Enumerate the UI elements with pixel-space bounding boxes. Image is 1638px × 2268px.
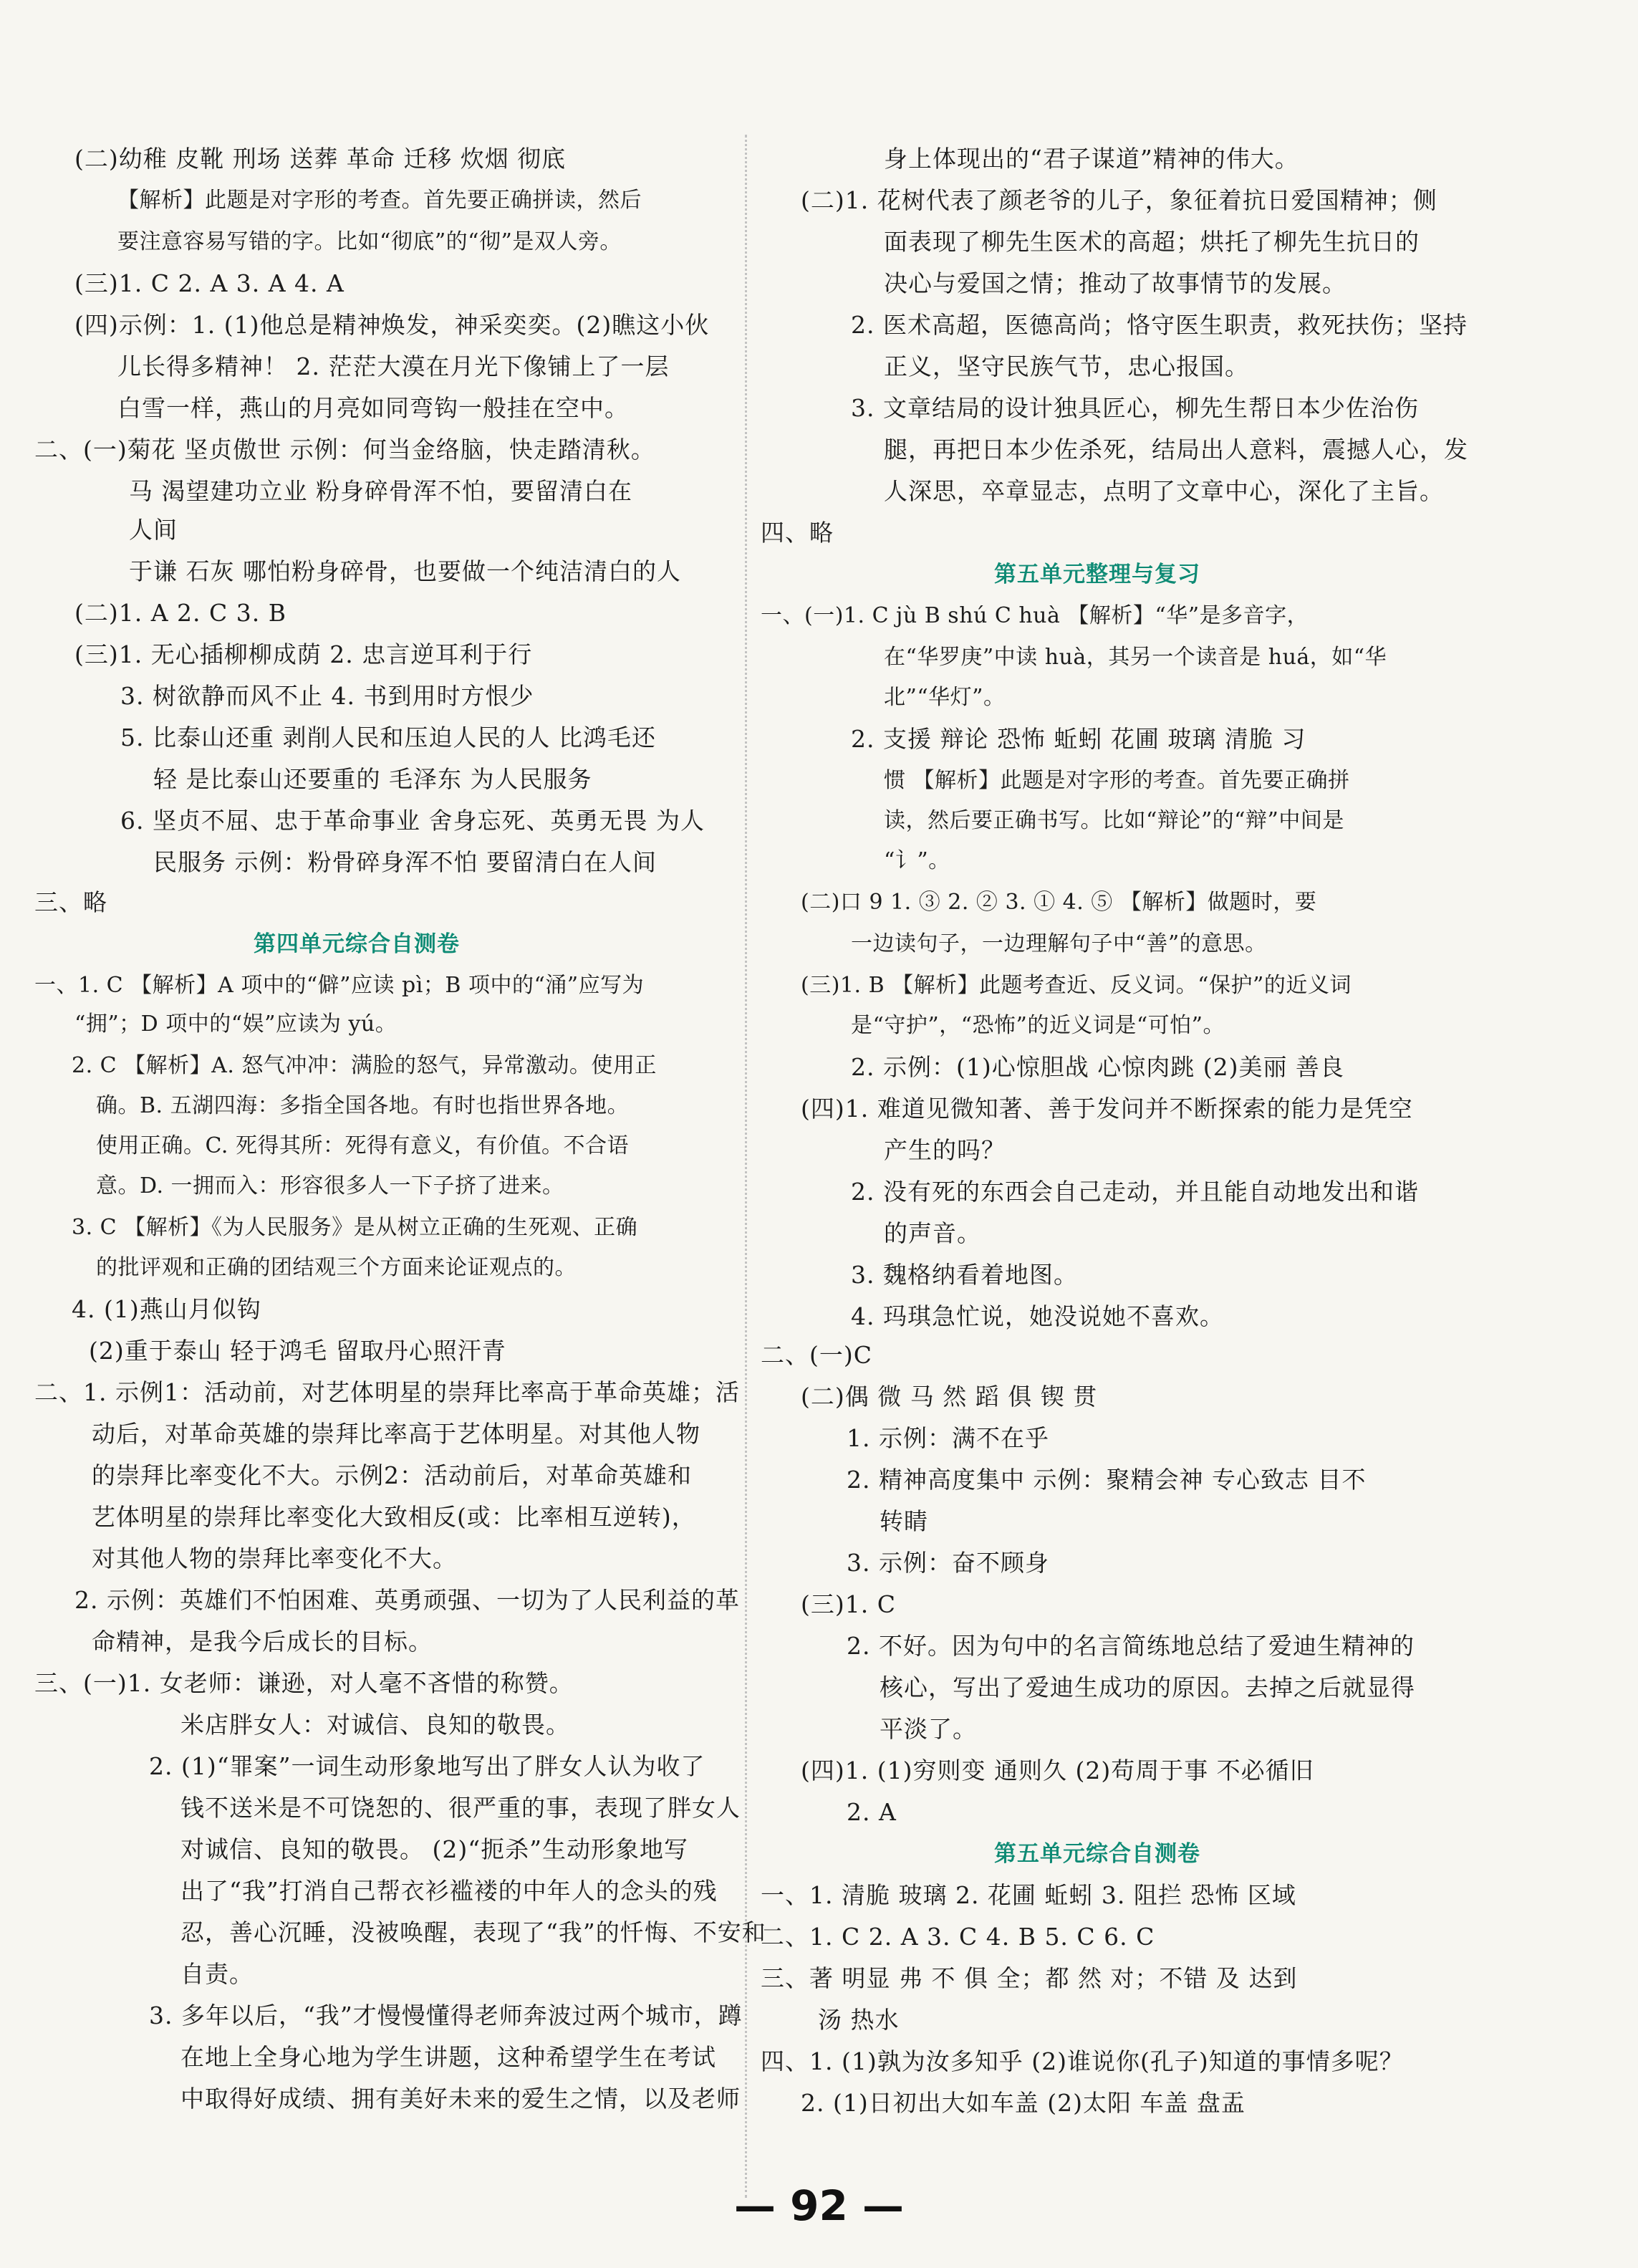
- answer-line: 2. 不好。因为句中的名言简练地总结了爱迪生精神的: [847, 1632, 1415, 1660]
- answer-line: 命精神，是我今后成长的目标。: [92, 1628, 433, 1656]
- answer-line: 二、1. 示例1：活动前，对艺体明星的崇拜比率高于革命英雄；活: [34, 1378, 740, 1406]
- answer-line: 3. 文章结局的设计独具匠心，柳先生帮日本少佐治伤: [851, 394, 1419, 422]
- answer-line: (三)1. C: [801, 1590, 896, 1618]
- answer-line: 读，然后要正确书写。比如“辩论”的“辩”中间是: [884, 808, 1344, 833]
- answer-line: (三)1. 无心插柳柳成荫 2. 忠言逆耳利于行: [74, 640, 533, 668]
- answer-line: 一、1. 清脆 玻璃 2. 花圃 蚯蚓 3. 阻拦 恐怖 区域: [761, 1881, 1296, 1909]
- answer-line: 米店胖女人：对诚信、良知的敬畏。: [180, 1711, 570, 1739]
- answer-line: 艺体明星的崇拜比率变化大致相反(或：比率相互逆转)，: [92, 1503, 696, 1531]
- page-number: — 92 —: [733, 2181, 905, 2230]
- answer-line: “讠”。: [884, 848, 950, 873]
- answer-line: 儿长得多精神！ 2. 茫茫大漠在月光下像铺上了一层: [117, 352, 670, 380]
- answer-line: 在“华罗庚”中读 huà，其另一个读音是 huá，如“华: [884, 645, 1387, 670]
- answer-line: 一、(一)1. C jù B shú C huà 【解析】“华”是多音字，: [761, 603, 1309, 628]
- answer-line: (三)1. C 2. A 3. A 4. A: [74, 269, 345, 297]
- answer-line: (四)1. 难道见微知著、善于发问并不断探索的能力是凭空: [801, 1095, 1413, 1123]
- answer-line: 是“守护”，“恐怖”的近义词是“可怕”。: [851, 1013, 1225, 1038]
- answer-line: 1. 示例：满不在乎: [847, 1424, 1049, 1452]
- answer-line: 要注意容易写错的字。比如“彻底”的“彻”是双人旁。: [117, 229, 622, 254]
- answer-line: 对诚信、良知的敬畏。 (2)“扼杀”生动形象地写: [180, 1835, 688, 1863]
- answer-line: 使用正确。C. 死得其所：死得有意义，有价值。不合语: [96, 1133, 629, 1158]
- section-heading: 第五单元综合自测卷: [994, 1841, 1200, 1867]
- answer-line: 2. (1)日初出大如车盖 (2)太阳 车盖 盘盂: [801, 2089, 1246, 2117]
- answer-line: 二、(一)菊花 坚贞傲世 示例：何当金络脑，快走踏清秋。: [34, 436, 655, 463]
- answer-line: 核心，写出了爱迪生成功的原因。去掉之后就显得: [880, 1673, 1415, 1701]
- answer-line: (二)偶 微 马 然 蹈 俱 锲 贯: [801, 1383, 1098, 1411]
- answer-line: 面表现了柳先生医术的高超；烘托了柳先生抗日的: [884, 228, 1420, 256]
- answer-line: 产生的吗？: [884, 1136, 1006, 1164]
- section-heading: 第五单元整理与复习: [994, 562, 1200, 587]
- answer-line: 于谦 石灰 哪怕粉身碎骨，也要做一个纯洁清白的人: [129, 557, 681, 585]
- answer-line: 惯 【解析】此题是对字形的考查。首先要正确拼: [884, 768, 1350, 793]
- answer-line: 4. (1)燕山月似钩: [72, 1295, 261, 1323]
- answer-line: 2. A: [847, 1798, 897, 1826]
- answer-line: 白雪一样，燕山的月亮如同弯钩一般挂在空中。: [117, 394, 629, 422]
- answer-line: 三、(一)1. 女老师：谦逊，对人毫不吝惜的称赞。: [34, 1669, 574, 1697]
- answer-line: 6. 坚贞不屈、忠于革命事业 舍身忘死、英勇无畏 为人: [120, 807, 705, 835]
- answer-line: (二)幼稚 皮靴 刑场 送葬 革命 迁移 炊烟 彻底: [74, 145, 567, 173]
- answer-line: 人深思，卒章显志，点明了文章中心，深化了主旨。: [884, 477, 1444, 505]
- answer-line: 出了“我”打消自己帮衣衫褴褛的中年人的念头的残: [180, 1877, 718, 1905]
- answer-line: 2. (1)“罪案”一词生动形象地写出了胖女人认为收了: [149, 1752, 705, 1780]
- answer-line: 2. 医术高超，医德高尚；恪守医生职责，救死扶伤；坚持: [851, 311, 1468, 339]
- answer-line: 北”“华灯”。: [884, 685, 1006, 710]
- answer-line: 钱不送米是不可饶恕的、很严重的事，表现了胖女人: [180, 1794, 741, 1822]
- answer-line: 四、略: [761, 519, 834, 547]
- answer-line: 2. 示例：(1)心惊胆战 心惊肉跳 (2)美丽 善良: [851, 1053, 1344, 1081]
- answer-line: 转睛: [880, 1507, 928, 1535]
- answer-line: 3. 树欲静而风不止 4. 书到用时方恨少: [120, 682, 534, 710]
- answer-line: (2)重于泰山 轻于鸿毛 留取丹心照汗青: [89, 1337, 506, 1365]
- answer-line: (二)1. 花树代表了颜老爷的儿子，象征着抗日爱国精神；侧: [801, 186, 1437, 214]
- answer-line: 正义，坚守民族气节，忠心报国。: [884, 352, 1249, 380]
- answer-line: 腿，再把日本少佐杀死，结局出人意料，震撼人心，发: [884, 436, 1468, 463]
- answer-line: 2. 支援 辩论 恐怖 蚯蚓 花圃 玻璃 清脆 习: [851, 725, 1306, 753]
- answer-line: 三、略: [34, 888, 107, 916]
- answer-line: 意。D. 一拥而入：形容很多人一下子挤了进来。: [96, 1173, 564, 1198]
- answer-line: 3. 魏格纳看着地图。: [851, 1261, 1078, 1289]
- answer-line: 2. 示例：英雄们不怕困难、英勇顽强、一切为了人民利益的革: [74, 1586, 740, 1614]
- answer-line: 3. C 【解析】《为人民服务》是从树立正确的生死观、正确: [72, 1215, 638, 1240]
- answer-line: 3. 示例：奋不顾身: [847, 1549, 1049, 1577]
- answer-line: 5. 比泰山还重 剥削人民和压迫人民的人 比鸿毛还: [120, 724, 656, 751]
- answer-line: (二)口 9 1. ③ 2. ② 3. ① 4. ⑤ 【解析】做题时，要: [801, 890, 1317, 915]
- answer-line: 在地上全身心地为学生讲题，这种希望学生在考试: [180, 2043, 716, 2071]
- answer-line: 轻 是比泰山还要重的 毛泽东 为人民服务: [153, 765, 592, 793]
- answer-line: 二、(一)C: [761, 1341, 872, 1369]
- column-divider: [745, 135, 747, 2198]
- answer-line: 【解析】此题是对字形的考查。首先要正确拼读，然后: [117, 188, 642, 213]
- section-heading: 第四单元综合自测卷: [254, 931, 460, 957]
- answer-line: 决心与爱国之情；推动了故事情节的发展。: [884, 269, 1346, 297]
- answer-line: 自责。: [180, 1960, 254, 1988]
- answer-line: “拥”；D 项中的“娱”应读为 yú。: [74, 1012, 398, 1037]
- answer-line: 平淡了。: [880, 1715, 977, 1743]
- answer-line: 一边读句子，一边理解句子中“善”的意思。: [851, 931, 1267, 956]
- answer-line: 对其他人物的崇拜比率变化不大。: [92, 1544, 457, 1572]
- answer-line: (二)1. A 2. C 3. B: [74, 599, 286, 627]
- answer-line: 三、著 明显 弗 不 俱 全；都 然 对；不错 及 达到: [761, 1964, 1298, 1992]
- answer-line: 3. 多年以后，“我”才慢慢懂得老师奔波过两个城市，蹲: [149, 2002, 743, 2029]
- answer-line: 确。B. 五湖四海：多指全国各地。有时也指世界各地。: [96, 1093, 630, 1118]
- answer-line: 2. C 【解析】A. 怒气冲冲：满脸的怒气，异常激动。使用正: [72, 1053, 657, 1078]
- answer-line: 马 渴望建功立业 粉身碎骨浑不怕，要留清白在: [129, 477, 632, 505]
- answer-line: 的批评观和正确的团结观三个方面来论证观点的。: [96, 1255, 577, 1280]
- answer-line: 的崇拜比率变化不大。示例2：活动前后，对革命英雄和: [92, 1461, 692, 1489]
- answer-line: 忍，善心沉睡，没被唤醒，表现了“我”的忏悔、不安和: [180, 1918, 766, 1946]
- answer-line: (四)1. (1)穷则变 通则久 (2)苟周于事 不必循旧: [801, 1757, 1314, 1784]
- answer-line: 人间: [129, 516, 178, 544]
- answer-line: 身上体现出的“君子谋道”精神的伟大。: [884, 145, 1299, 173]
- answer-line: 二、1. C 2. A 3. C 4. B 5. C 6. C: [761, 1923, 1155, 1951]
- answer-line: 中取得好成绩、拥有美好未来的爱生之情，以及老师: [180, 2085, 741, 2113]
- answer-line: 动后，对革命英雄的崇拜比率高于艺体明星。对其他人物: [92, 1420, 700, 1448]
- answer-line: (三)1. B 【解析】此题考查近、反义词。“保护”的近义词: [801, 973, 1352, 998]
- answer-line: 2. 没有死的东西会自己走动，并且能自动地发出和谐: [851, 1178, 1419, 1206]
- answer-line: 一、1. C 【解析】A 项中的“僻”应读 pì；B 项中的“涌”应写为: [34, 973, 645, 998]
- answer-line: 汤 热水: [818, 2006, 900, 2034]
- answer-line: 四、1. (1)孰为汝多知乎 (2)谁说你(孔子)知道的事情多呢？: [761, 2047, 1404, 2075]
- answer-line: 的声音。: [884, 1219, 981, 1247]
- answer-line: 民服务 示例：粉骨碎身浑不怕 要留清白在人间: [153, 848, 657, 876]
- answer-line: (四)示例：1. (1)他总是精神焕发，神采奕奕。(2)瞧这小伙: [74, 311, 710, 339]
- answer-line: 4. 玛琪急忙说，她没说她不喜欢。: [851, 1302, 1224, 1330]
- answer-line: 2. 精神高度集中 示例：聚精会神 专心致志 目不: [847, 1466, 1367, 1494]
